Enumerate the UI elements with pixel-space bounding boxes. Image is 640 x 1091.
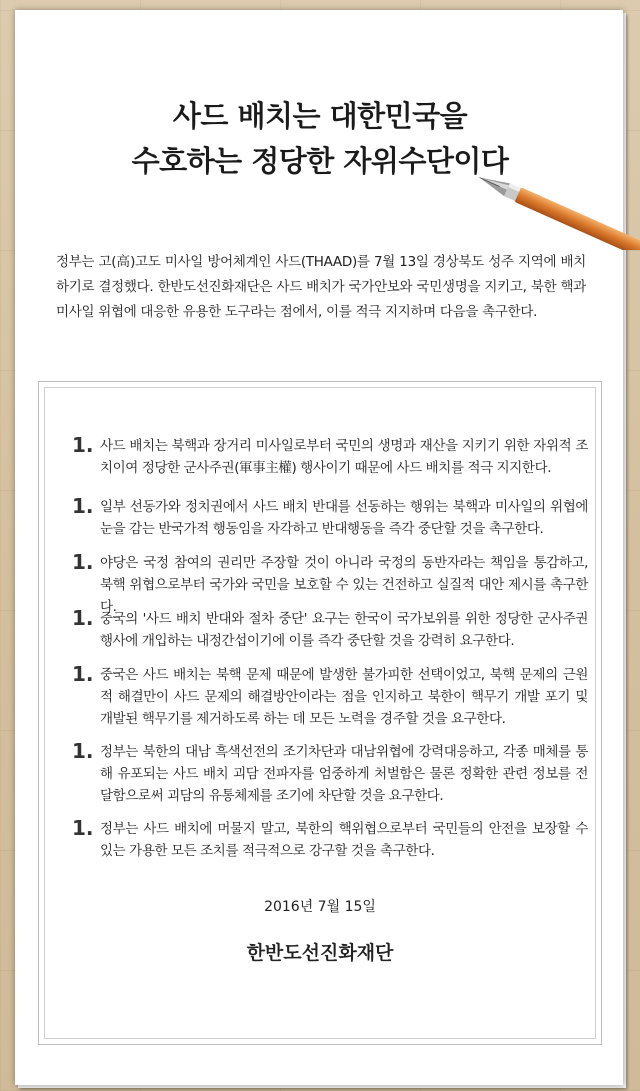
- title-line-2: 수호하는 정당한 자위수단이다: [131, 144, 509, 178]
- item-text: 중국은 사드 배치는 북핵 문제 때문에 발생한 불가피한 선택이었고, 북핵 문제의 근원적 해결만이 사드 문제의 해결방안이라는 점을 인지하고 북한이 핵무기 개발 포기 및 개발된 핵무기를 제거하도록 하는 데 모든 노력을 경주할 것을 요구한다.: [100, 667, 588, 727]
- organization-name: 한반도선진화재단: [246, 942, 394, 964]
- item-number: 1.: [72, 816, 94, 840]
- item-text: 야당은 국정 참여의 권리만 주장할 것이 아니라 국정의 동반자라는 책임을 통감하고, 북핵 위협으로부터 국가와 국민을 보호할 수 있는 건전하고 실질적 대안 제시를 촉구한다.: [100, 555, 588, 615]
- item-number: 1.: [72, 550, 94, 574]
- item-text: 정부는 북한의 대남 흑색선전의 조기차단과 대남위협에 강력대응하고, 각종 매체를 통해 유포되는 사드 배치 괴담 전파자를 엄중하게 처벌함은 물론 정확한 관련 정보를 전달함으로써 괴담의 유통체제를 조기에 차단할 것을 요구한다.: [100, 744, 588, 804]
- item-number: 1.: [72, 739, 94, 763]
- item-text: 사드 배치는 북핵과 장거리 미사일로부터 국민의 생명과 재산을 지키기 위한 자위적 조치이여 정당한 군사주권(軍事主權) 행사이기 때문에 사드 배치를 적극 지지한다.: [100, 438, 588, 476]
- item-text: 중국의 '사드 배치 반대와 절차 중단' 요구는 한국이 국가보위를 위한 정당한 군사주권 행사에 개입하는 내정간섭이기에 이를 즉각 중단할 것을 강력히 요구한다.: [100, 611, 588, 649]
- fountain-pen-icon: [465, 160, 640, 250]
- title-line-1: 사드 배치는 대한민국을: [172, 99, 468, 133]
- intro-paragraph: 정부는 고(高)고도 미사일 방어체계인 사드(THAAD)를 7월 13일 경상북도 성주 지역에 배치하기로 결정했다. 한반도선진화재단은 사드 배치가 국가안보와 국민생명을 지키고, 북한 핵과 미사일 위협에 대응한 유용한 도구라는 점에서, 이를 적극 지지하며 다음을 촉구한다.: [56, 254, 586, 320]
- item-text: 일부 선동가와 정치권에서 사드 배치 반대를 선동하는 행위는 북핵과 미사일의 위협에 눈을 감는 반국가적 행동임을 자각하고 반대행동을 즉각 중단할 것을 촉구한다.: [100, 499, 588, 537]
- item-number: 1.: [72, 606, 94, 630]
- document-date: 2016년 7월 15일: [264, 899, 376, 915]
- item-number: 1.: [72, 662, 94, 686]
- item-text: 정부는 사드 배치에 머물지 말고, 북한의 핵위협으로부터 국민들의 안전을 보장할 수 있는 가용한 모든 조치를 적극적으로 강구할 것을 촉구한다.: [100, 821, 588, 859]
- item-number: 1.: [72, 433, 94, 457]
- item-number: 1.: [72, 494, 94, 518]
